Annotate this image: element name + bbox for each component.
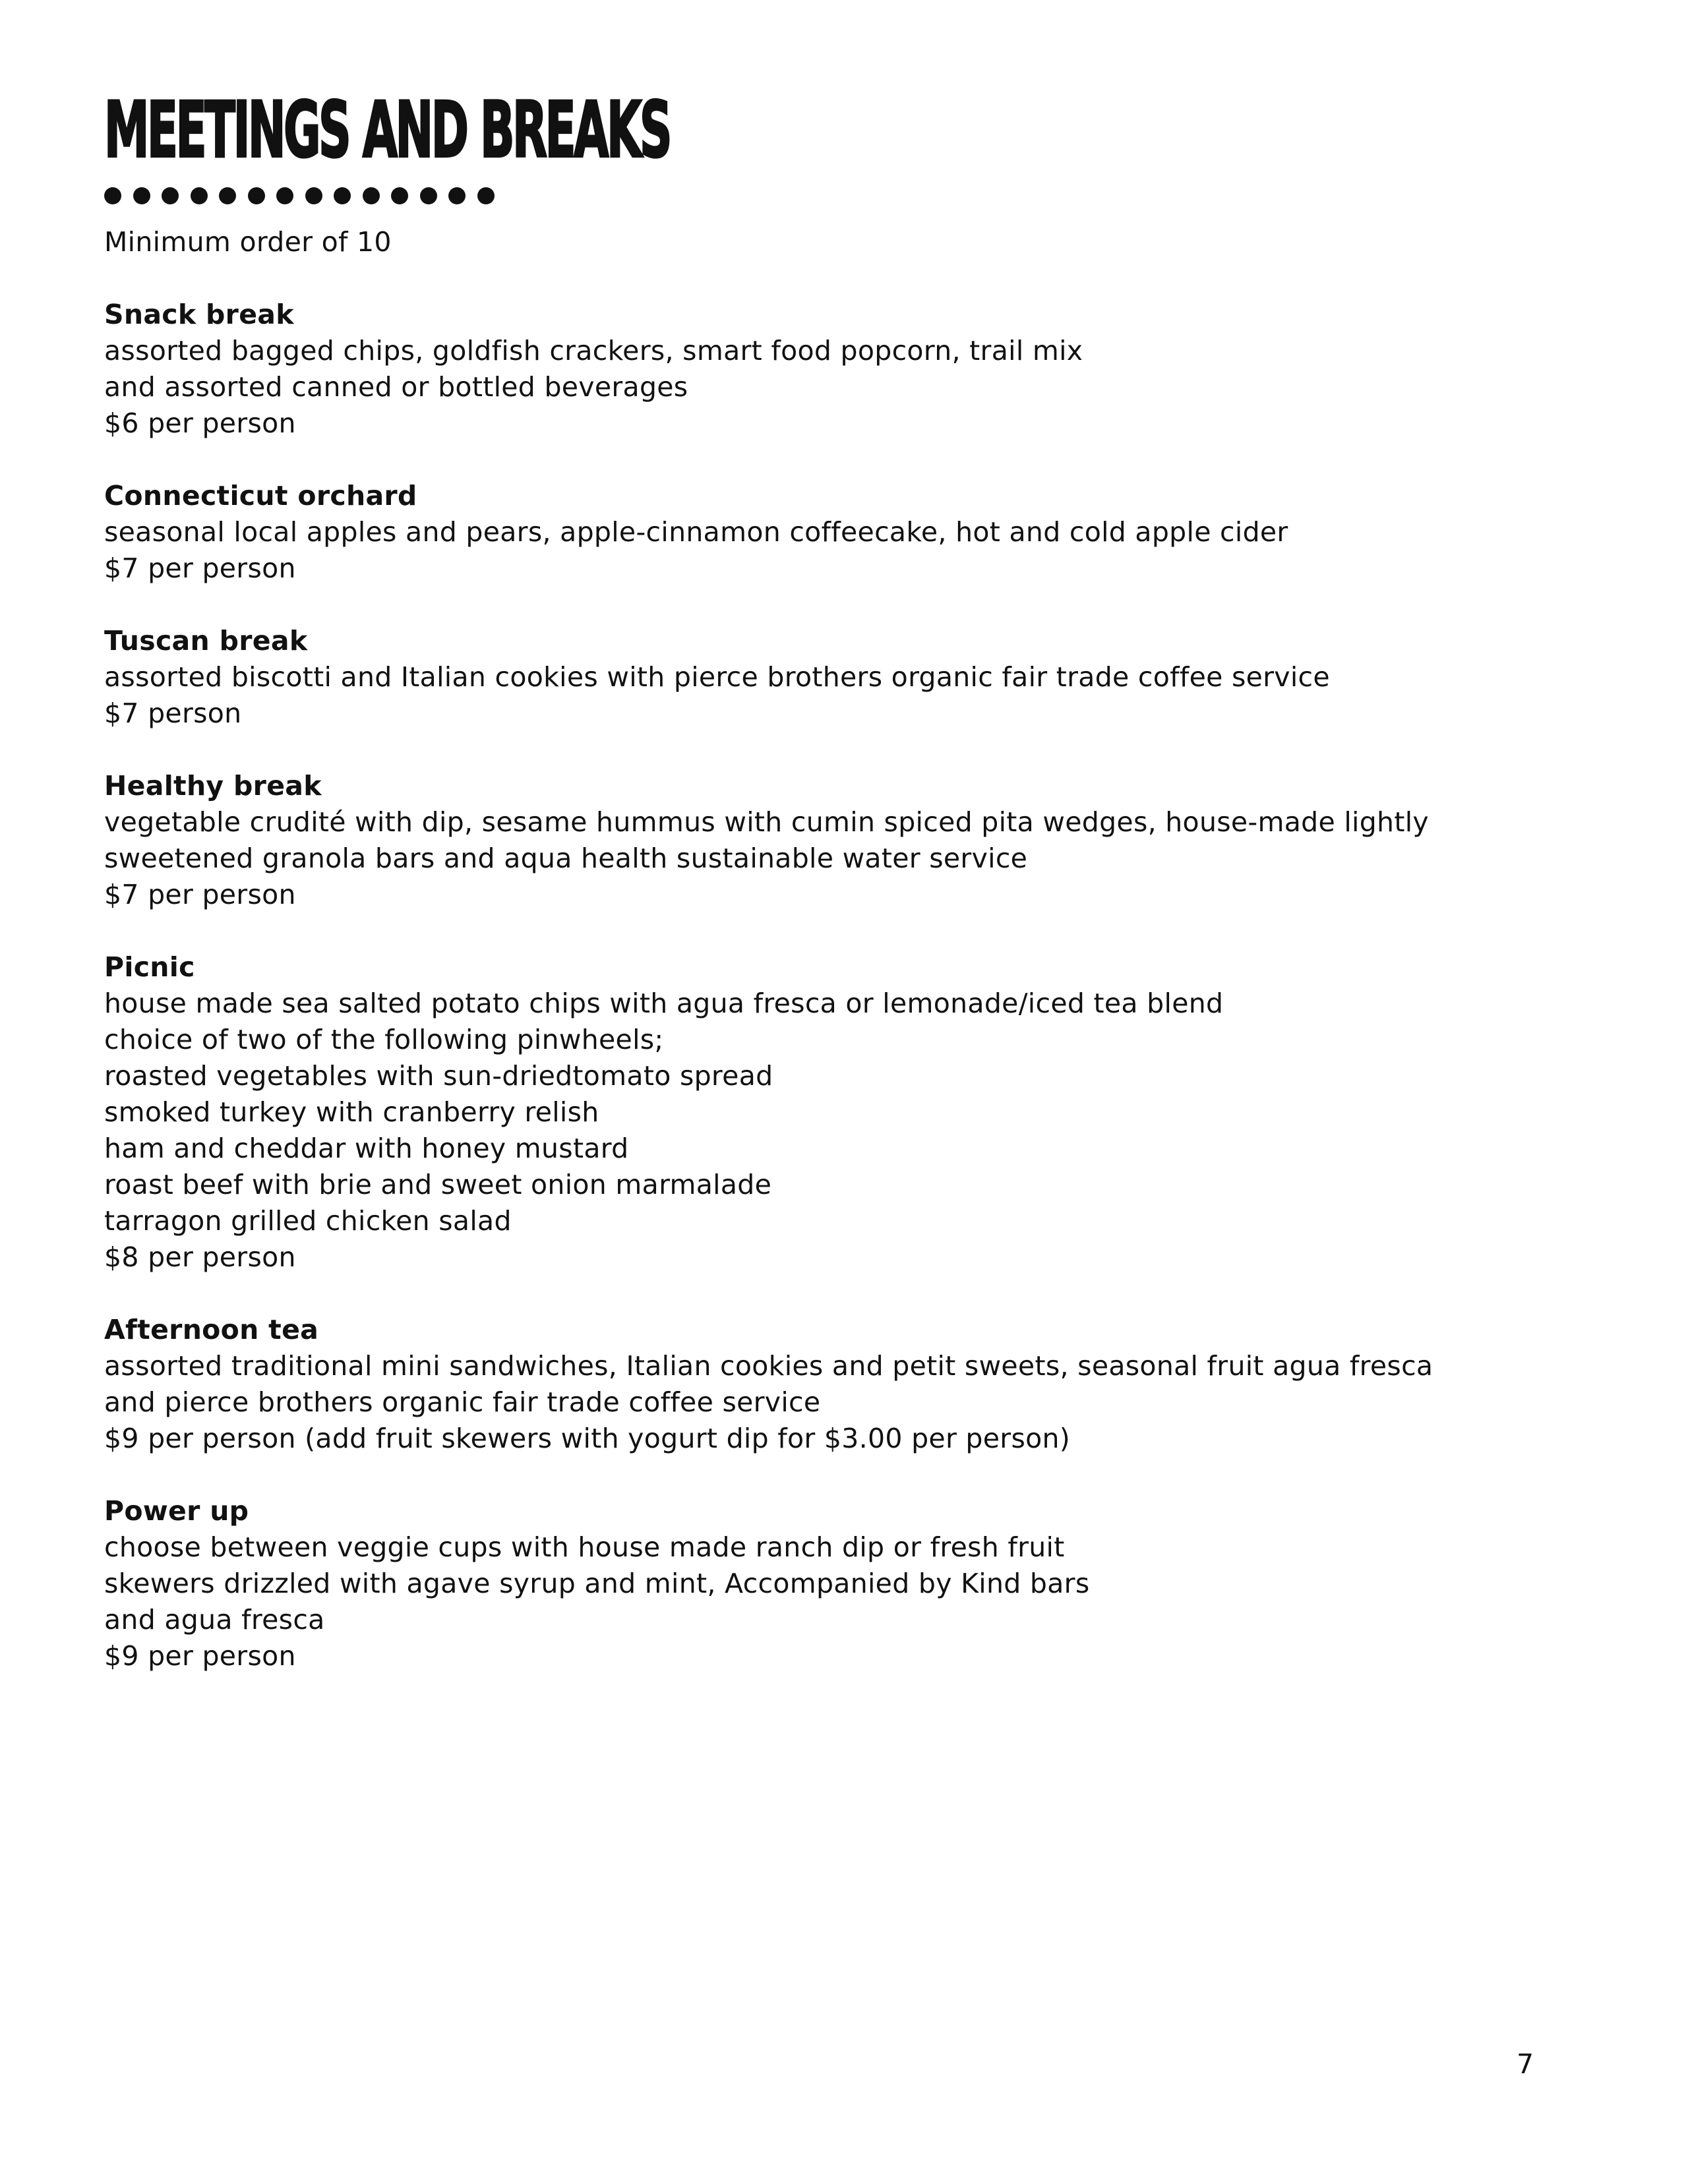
divider-dot (334, 187, 351, 204)
divider-dot (448, 187, 466, 204)
menu-section-line: and assorted canned or bottled beverages (104, 371, 688, 403)
menu-section (104, 949, 1581, 1276)
menu-section-line: smoked turkey with cranberry relish (104, 1096, 599, 1128)
divider-dot (104, 187, 121, 204)
menu-section-line: vegetable crudité with dip, sesame hummus with cumin spiced pita wedges, house-made lightly (104, 806, 1429, 838)
menu-section-title: Power up (104, 1495, 249, 1527)
menu-section (104, 1493, 1581, 1674)
menu-section-title: Connecticut orchard (104, 480, 417, 512)
dot-divider (104, 187, 1581, 204)
menu-section-line: and agua fresca (104, 1604, 325, 1636)
menu-section-line: roast beef with brie and sweet onion marmalade (104, 1169, 772, 1200)
menu-section-line: $8 per person (104, 1241, 296, 1273)
minimum-order-note: Minimum order of 10 (104, 226, 392, 258)
menu-section-line: tarragon grilled chicken salad (104, 1205, 512, 1237)
menu-section-line: choose between veggie cups with house made ranch dip or fresh fruit (104, 1531, 1065, 1563)
divider-dot (305, 187, 322, 204)
menu-section-line: roasted vegetables with sun-driedtomato spread (104, 1060, 773, 1092)
menu-section (104, 478, 1581, 587)
menu-section-line: assorted traditional mini sandwiches, Italian cookies and petit sweets, seasonal fruit agua fresca (104, 1350, 1433, 1382)
menu-section-line: ham and cheddar with honey mustard (104, 1133, 629, 1164)
divider-dot (162, 187, 179, 204)
menu-section-line: assorted bagged chips, goldfish crackers, smart food popcorn, trail mix (104, 335, 1083, 367)
divider-dot (276, 187, 293, 204)
page-number: 7 (1517, 2048, 1534, 2080)
menu-section-line: $9 per person (add fruit skewers with yogurt dip for $3.00 per person) (104, 1423, 1071, 1454)
menu-section-line: $6 per person (104, 407, 296, 439)
menu-section (104, 623, 1581, 732)
menu-section (104, 1312, 1581, 1457)
divider-dot (191, 187, 208, 204)
divider-dot (391, 187, 408, 204)
divider-dot (248, 187, 265, 204)
menu-section (104, 297, 1581, 442)
divider-dot (477, 187, 495, 204)
menu-sections (104, 297, 1581, 1674)
menu-section-line: and pierce brothers organic fair trade coffee service (104, 1386, 821, 1418)
menu-section-title: Picnic (104, 951, 195, 983)
menu-section-line: $7 person (104, 697, 242, 729)
divider-dot (133, 187, 150, 204)
menu-section-line: $7 per person (104, 879, 296, 910)
menu-section-line: $7 per person (104, 552, 296, 584)
menu-section-title: Tuscan break (104, 625, 308, 657)
page-title: MEETINGS AND BREAKS (104, 84, 671, 175)
menu-section (104, 768, 1581, 913)
menu-section-title: Snack break (104, 299, 294, 330)
menu-section-title: Afternoon tea (104, 1314, 319, 1345)
menu-section-line: sweetened granola bars and aqua health sustainable water service (104, 842, 1028, 874)
divider-dot (219, 187, 236, 204)
menu-section-line: skewers drizzled with agave syrup and mint, Accompanied by Kind bars (104, 1568, 1090, 1599)
menu-section-line: choice of two of the following pinwheels; (104, 1024, 664, 1055)
menu-section-line: assorted biscotti and Italian cookies with pierce brothers organic fair trade coffee service (104, 661, 1330, 693)
document-page (104, 86, 1581, 1674)
menu-section-line: $9 per person (104, 1640, 296, 1672)
menu-section-line: house made sea salted potato chips with agua fresca or lemonade/iced tea blend (104, 988, 1224, 1019)
divider-dot (420, 187, 437, 204)
menu-section-line: seasonal local apples and pears, apple-cinnamon coffeecake, hot and cold apple cider (104, 516, 1288, 548)
menu-section-title: Healthy break (104, 770, 322, 802)
divider-dot (363, 187, 380, 204)
